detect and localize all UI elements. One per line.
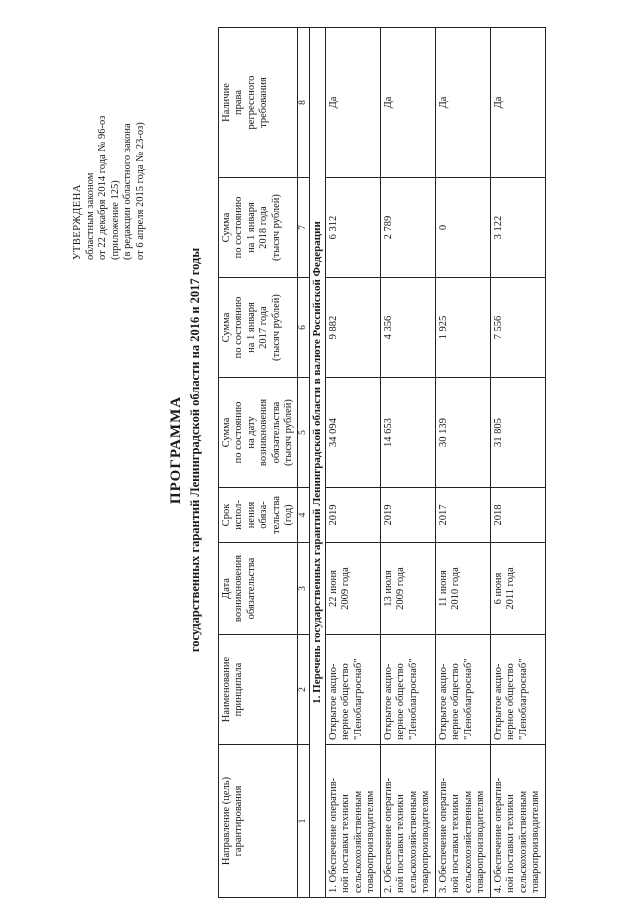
- cell-date: 22 июня 2009 года: [325, 543, 380, 635]
- column-number: 2: [298, 635, 310, 745]
- cell-regress: Да: [435, 28, 490, 178]
- table-row: [380, 28, 435, 898]
- header-regress: Наличие права регрессного требования: [219, 28, 298, 178]
- cell-sum-2018: 3 122: [490, 178, 545, 278]
- header-date: Дата возникновения обязательства: [219, 543, 298, 635]
- header-sum-2017: Сумма по состоянию на 1 января 2017 года (тысяч рублей): [219, 278, 298, 378]
- approval-heading: УТВЕРЖДЕНА: [72, 184, 83, 260]
- cell-principal: Открытое акцио- нерное общество "Леноблагроснаб": [490, 635, 545, 745]
- cell-direction: 3. Обеспечение оператив- ной поставки техники сельскохозяйственным товаропроизводителям: [435, 745, 490, 898]
- cell-principal: Открытое акцио- нерное общество "Леноблагроснаб": [435, 635, 490, 745]
- approval-line: от 22 декабря 2014 года № 96-оз: [97, 115, 109, 260]
- cell-sum-2017: 9 882: [325, 278, 380, 378]
- cell-sum-2018: 6 312: [325, 178, 380, 278]
- approval-line: (в редакции областного закона: [122, 123, 134, 260]
- header-sum-2018: Сумма по состоянию на 1 января 2018 года (тысяч рублей): [219, 178, 298, 278]
- cell-principal: Открытое акцио- нерное общество "Леноблагроснаб": [325, 635, 380, 745]
- column-number: 6: [298, 278, 310, 378]
- header-principal: Наименование принципала: [219, 635, 298, 745]
- approval-line: областным законом: [84, 172, 96, 260]
- cell-term: 2019: [325, 488, 380, 543]
- cell-sum-2018: 0: [435, 178, 490, 278]
- cell-sum-origin: 31 805: [490, 378, 545, 488]
- column-number: 7: [298, 178, 310, 278]
- cell-regress: Да: [325, 28, 380, 178]
- approval-line: (приложение 125): [109, 180, 121, 260]
- cell-sum-2017: 1 925: [435, 278, 490, 378]
- header-term: Срок испол- нения обяза- тельства (год): [219, 488, 298, 543]
- column-number: 8: [298, 28, 310, 178]
- section-row: [310, 28, 325, 898]
- cell-term: 2018: [490, 488, 545, 543]
- cell-date: 6 июня 2011 года: [490, 543, 545, 635]
- cell-sum-2018: 2 789: [380, 178, 435, 278]
- cell-direction: 1. Обеспечение оператив- ной поставки техники сельскохозяйственным товаропроизводителям: [325, 745, 380, 898]
- guarantees-table: [218, 27, 546, 898]
- cell-date: 11 июня 2010 года: [435, 543, 490, 635]
- column-number: 3: [298, 543, 310, 635]
- column-number: 4: [298, 488, 310, 543]
- document-title: ПРОГРАММА: [168, 395, 184, 505]
- column-number: 1: [298, 745, 310, 898]
- cell-sum-origin: 14 653: [380, 378, 435, 488]
- cell-regress: Да: [490, 28, 545, 178]
- cell-sum-2017: 4 356: [380, 278, 435, 378]
- header-sum-origin: Сумма по состоянию на дату возникновения обязательства (тысяч рублей): [219, 378, 298, 488]
- cell-direction: 2. Обеспечение оператив- ной поставки техники сельскохозяйственным товаропроизводителям: [380, 745, 435, 898]
- cell-direction: 4. Обеспечение оператив- ной поставки техники сельскохозяйственным товаропроизводителям: [490, 745, 545, 898]
- cell-sum-2017: 7 556: [490, 278, 545, 378]
- column-number-row: [298, 28, 310, 898]
- cell-regress: Да: [380, 28, 435, 178]
- cell-principal: Открытое акцио- нерное общество "Леноблагроснаб": [380, 635, 435, 745]
- cell-date: 13 июля 2009 года: [380, 543, 435, 635]
- table-row: [490, 28, 545, 898]
- approval-stamp: [72, 20, 148, 260]
- cell-term: 2017: [435, 488, 490, 543]
- section-title: 1. Перечень государственных гарантий Ленинградской области в валюте Российской Федерации: [310, 28, 325, 898]
- table-row: [325, 28, 380, 898]
- table-row: [435, 28, 490, 898]
- table-header-row: [219, 28, 298, 898]
- cell-sum-origin: 30 139: [435, 378, 490, 488]
- header-direction: Направление (цель) гарантирования: [219, 745, 298, 898]
- cell-sum-origin: 34 094: [325, 378, 380, 488]
- approval-line: от 6 апреля 2015 года № 23-оз): [134, 122, 146, 260]
- column-number: 5: [298, 378, 310, 488]
- document-subtitle: государственных гарантий Ленинградской области на 2016 и 2017 годы: [188, 247, 202, 653]
- cell-term: 2019: [380, 488, 435, 543]
